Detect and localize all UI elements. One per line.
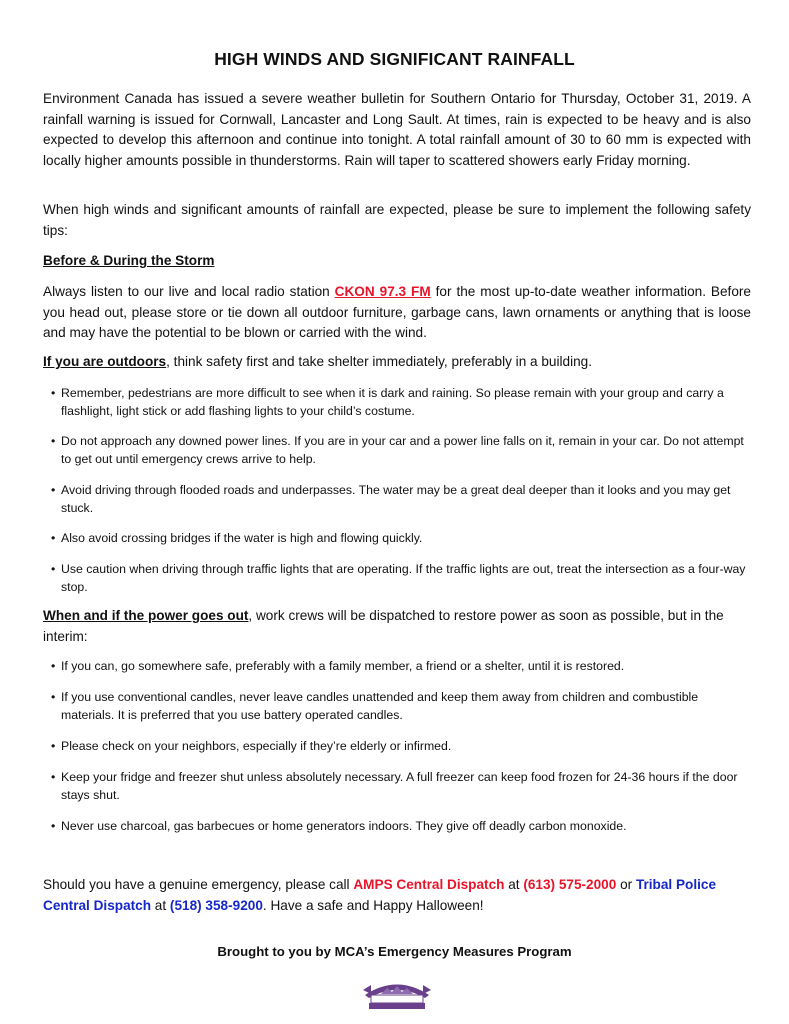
outdoors-heading: If you are outdoors (43, 354, 167, 369)
bullet: • (51, 659, 56, 673)
emergency-text: . Have a safe and Happy Halloween! (262, 897, 484, 913)
list-item (51, 769, 751, 804)
bullet: • (51, 739, 56, 753)
amps-dispatch-name: AMPS Central Dispatch (353, 877, 505, 892)
list-item (51, 658, 751, 676)
list-item (51, 530, 751, 548)
power-heading: When and if the power goes out (43, 608, 249, 623)
list-item (51, 433, 751, 468)
bullet: • (51, 819, 56, 833)
emergency-paragraph (43, 875, 751, 916)
page-title: HIGH WINDS AND SIGNIFICANT RAINFALL (214, 49, 575, 69)
list-item-text: If you use conventional candles, never leave candles unattended and keep them away from children and combustible materials. It is preferred that you use battery operated candles. (61, 690, 699, 722)
list-item-text: If you can, go somewhere safe, preferably with a family member, a friend or a shelter, until it is restored. (61, 659, 625, 673)
bullet: • (51, 531, 56, 545)
emergency-text: at (504, 877, 524, 892)
tribal-police-phone-number[interactable]: (518) 358-9200 (169, 897, 263, 913)
bullet: • (51, 690, 56, 704)
emergency-text: or (616, 877, 636, 892)
list-item-text: Never use charcoal, gas barbecues or home generators indoors. They give off deadly carbon monoxide. (61, 819, 627, 833)
bullet: • (51, 386, 56, 400)
list-item (51, 689, 751, 724)
emergency-text: at (151, 897, 170, 913)
list-item (51, 482, 751, 517)
power-text: , work crews will be dispatched to restore power as soon as possible, but in the interim: (43, 608, 724, 644)
list-item-text: Please check on your neighbors, especially if they’re elderly or infirmed. (61, 739, 452, 753)
list-item (51, 561, 751, 596)
before-storm-heading: Before & During the Storm (43, 253, 215, 268)
mca-logo-icon (359, 978, 435, 1012)
list-item-text: Also avoid crossing bridges if the water is high and flowing quickly. (61, 531, 423, 545)
radio-text-post: for the most up-to-date weather information. Before you head out, please store or tie down all outdoor furniture, garbage cans, lawn ornaments or anything that is loose and may have the potential to be blown or carried with the wind. (43, 284, 751, 340)
tribal-police-dispatch-name: Tribal Police Central Dispatch (43, 877, 717, 913)
power-paragraph (43, 606, 751, 647)
list-item-text: Remember, pedestrians are more difficult to see when it is dark and raining. So please remain with your group and carry a flashlight, light stick or add flashing lights to your child’s costume. (61, 386, 724, 418)
intro-paragraph: Environment Canada has issued a severe weather bulletin for Southern Ontario for Thursday, October 31, 2019. A rainfall warning is issued for Cornwall, Lancaster and Long Sault. At times, rain is expected to be heavy and is also expected to develop this afternoon and continue into tonight. A total rainfall amount of 30 to 60 mm is expected with locally higher amounts possible in thunderstorms. Rain will taper to scattered showers early Friday morning. (43, 91, 751, 168)
bullet: • (51, 770, 56, 784)
emergency-text: Should you have a genuine emergency, please call (43, 877, 354, 892)
list-item-text: Avoid driving through flooded roads and underpasses. The water may be a great deal deeper than it looks and you may get stuck. (61, 483, 731, 515)
radio-paragraph (43, 282, 751, 344)
bullet: • (51, 483, 56, 497)
list-item-text: Do not approach any downed power lines. If you are in your car and a power line falls on it, remain in your car. Do not attempt to get out until emergency crews arrive to help. (61, 434, 744, 466)
list-item (51, 818, 751, 836)
radio-station-link[interactable]: CKON 97.3 FM (334, 284, 431, 299)
tips-intro-paragraph: When high winds and significant amounts of rainfall are expected, please be sure to implement the following safety tips: (43, 202, 751, 238)
radio-text-pre: Always listen to our live and local radio station (43, 284, 335, 299)
outdoors-paragraph (43, 352, 751, 373)
list-item (51, 385, 751, 420)
list-item-text: Use caution when driving through traffic lights that are operating. If the traffic lights are out, treat the intersection as a four-way stop. (61, 562, 746, 594)
bullet: • (51, 562, 56, 576)
list-item-text: Keep your fridge and freezer shut unless absolutely necessary. A full freezer can keep food frozen for 24-36 hours if the door stays shut. (61, 770, 738, 802)
amps-phone-number[interactable]: (613) 575-2000 (523, 877, 617, 892)
footer-credit: Brought to you by MCA’s Emergency Measures Program (217, 944, 572, 959)
bullet: • (51, 434, 56, 448)
list-item (51, 738, 751, 756)
outdoors-text: , think safety first and take shelter immediately, preferably in a building. (166, 354, 593, 369)
